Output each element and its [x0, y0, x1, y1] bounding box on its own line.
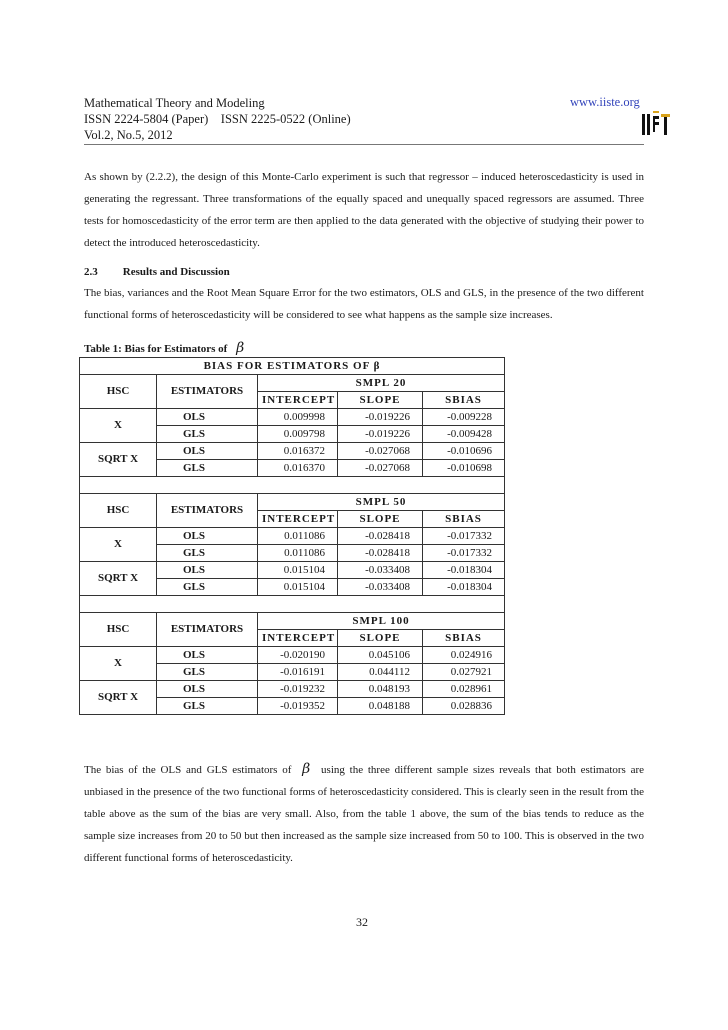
hsc-header: HSC — [80, 613, 157, 647]
slope-cell: 0.044112 — [338, 664, 423, 681]
estimator-cell: OLS — [157, 409, 258, 426]
sbias-cell: -0.018304 — [423, 579, 505, 596]
estimator-cell: OLS — [157, 681, 258, 698]
section-paragraph: The bias, variances and the Root Mean Square Error for the two estimators, OLS and GLS, in the presence of the two different functional forms of heteroscedasticity will be considered to see what happens as the sample size increases. — [84, 287, 644, 321]
intercept-cell: 0.011086 — [258, 545, 338, 562]
estimator-cell: OLS — [157, 443, 258, 460]
estimator-cell: GLS — [157, 545, 258, 562]
hsc-cell: X — [80, 647, 157, 681]
estimator-cell: GLS — [157, 426, 258, 443]
estimators-header: ESTIMATORS — [157, 613, 258, 647]
slope-cell: -0.027068 — [338, 443, 423, 460]
estimator-cell: GLS — [157, 579, 258, 596]
section-heading — [84, 266, 230, 278]
intercept-cell: 0.015104 — [258, 579, 338, 596]
table-row — [80, 647, 505, 664]
intercept-cell: 0.016370 — [258, 460, 338, 477]
slope-cell: 0.048193 — [338, 681, 423, 698]
conclusion-paragraph — [84, 758, 644, 869]
page-number: 32 — [356, 915, 368, 929]
intercept-header: INTERCEPT — [258, 392, 338, 409]
table-row — [80, 562, 505, 579]
slope-header: SLOPE — [338, 630, 423, 647]
journal-header — [84, 95, 351, 143]
intercept-cell: -0.020190 — [258, 647, 338, 664]
slope-cell: -0.033408 — [338, 562, 423, 579]
intercept-cell: -0.019232 — [258, 681, 338, 698]
hsc-header: HSC — [80, 375, 157, 409]
intercept-header: INTERCEPT — [258, 511, 338, 528]
block-spacer-row — [80, 596, 505, 613]
intercept-cell: 0.016372 — [258, 443, 338, 460]
estimators-header: ESTIMATORS — [157, 494, 258, 528]
spacer-cell — [80, 477, 505, 494]
sample-size-header: SMPL 20 — [258, 375, 505, 392]
estimator-cell: GLS — [157, 460, 258, 477]
slope-cell: -0.033408 — [338, 579, 423, 596]
beta-symbol: β — [236, 340, 245, 356]
estimator-cell: OLS — [157, 562, 258, 579]
intercept-cell: 0.009798 — [258, 426, 338, 443]
sample-size-header: SMPL 100 — [258, 613, 505, 630]
conclusion-beta-symbol: β — [302, 761, 311, 777]
table-row — [80, 681, 505, 698]
block-spacer-row — [80, 477, 505, 494]
hsc-cell: X — [80, 409, 157, 443]
section-title: Results and Discussion — [122, 266, 230, 278]
sbias-header: SBIAS — [423, 511, 505, 528]
estimator-cell: OLS — [157, 528, 258, 545]
hsc-cell: SQRT X — [80, 681, 157, 715]
sbias-header: SBIAS — [423, 392, 505, 409]
hsc-cell: SQRT X — [80, 562, 157, 596]
hsc-cell: SQRT X — [80, 443, 157, 477]
sbias-cell: -0.009228 — [423, 409, 505, 426]
slope-cell: 0.045106 — [338, 647, 423, 664]
slope-cell: 0.048188 — [338, 698, 423, 715]
intercept-cell: -0.019352 — [258, 698, 338, 715]
hsc-header: HSC — [80, 494, 157, 528]
sbias-cell: 0.024916 — [423, 647, 505, 664]
block-header-row — [80, 613, 505, 630]
slope-cell: -0.028418 — [338, 545, 423, 562]
block-header-row — [80, 494, 505, 511]
sbias-cell: -0.018304 — [423, 562, 505, 579]
journal-url-link[interactable]: www.iiste.org — [570, 95, 640, 109]
sample-size-header: SMPL 50 — [258, 494, 505, 511]
intro-paragraph: As shown by (2.2.2), the design of this Monte-Carlo experiment is such that regressor – induced heteroscedasticity is used in generating the regressant. Three transformations of the equally spaced and unequally spaced regressors are assumed. Three tests for homoscedasticity of the error term are then applied to the data generated with the objective of studying their power to detect the introduced heteroscedasticity. — [84, 171, 644, 249]
slope-cell: -0.019226 — [338, 426, 423, 443]
estimator-cell: OLS — [157, 647, 258, 664]
intercept-cell: -0.016191 — [258, 664, 338, 681]
table-row — [80, 528, 505, 545]
sbias-cell: 0.028961 — [423, 681, 505, 698]
table-caption — [84, 340, 244, 356]
intercept-header: INTERCEPT — [258, 630, 338, 647]
sbias-cell: -0.010696 — [423, 443, 505, 460]
block-header-row — [80, 375, 505, 392]
sbias-header: SBIAS — [423, 630, 505, 647]
sbias-cell: 0.027921 — [423, 664, 505, 681]
intercept-cell: 0.009998 — [258, 409, 338, 426]
table-row — [80, 409, 505, 426]
conclusion-text-after: using the three different sample sizes reveals that both estimators are unbiased in the presence of the two functional forms of heteroscedasticity considered. This is clearly seen in the result from the table above as the sum of the bias are very small. Also, from the table 1 above, the sum of the bias tends to reduce as the sample size increases from 20 to 50 but then increased as the sample size increased from 50 to 100. This is observed in the two different functional forms of heteroscedasticity. — [84, 764, 645, 864]
table-title: BIAS FOR ESTIMATORS OF β — [80, 358, 505, 375]
intercept-cell: 0.011086 — [258, 528, 338, 545]
table-caption-text: Table 1: Bias for Estimators of — [84, 343, 228, 355]
sbias-cell: 0.028836 — [423, 698, 505, 715]
header-rule — [84, 144, 644, 145]
journal-volume: Vol.2, No.5, 2012 — [84, 128, 173, 142]
slope-cell: -0.019226 — [338, 409, 423, 426]
hsc-cell: X — [80, 528, 157, 562]
slope-cell: -0.028418 — [338, 528, 423, 545]
sbias-cell: -0.010698 — [423, 460, 505, 477]
estimator-cell: GLS — [157, 664, 258, 681]
slope-header: SLOPE — [338, 392, 423, 409]
estimator-cell: GLS — [157, 698, 258, 715]
sbias-cell: -0.009428 — [423, 426, 505, 443]
conclusion-text-before: The bias of the OLS and GLS estimators of — [84, 764, 292, 776]
section-number: 2.3 — [84, 266, 98, 278]
journal-title: Mathematical Theory and Modeling — [84, 96, 265, 110]
spacer-cell — [80, 596, 505, 613]
table-row — [80, 443, 505, 460]
bias-table — [79, 357, 505, 715]
estimators-header: ESTIMATORS — [157, 375, 258, 409]
journal-issn: ISSN 2224-5804 (Paper) ISSN 2225-0522 (Online) — [84, 112, 351, 126]
slope-cell: -0.027068 — [338, 460, 423, 477]
iiste-logo — [640, 111, 672, 137]
sbias-cell: -0.017332 — [423, 545, 505, 562]
sbias-cell: -0.017332 — [423, 528, 505, 545]
slope-header: SLOPE — [338, 511, 423, 528]
intercept-cell: 0.015104 — [258, 562, 338, 579]
